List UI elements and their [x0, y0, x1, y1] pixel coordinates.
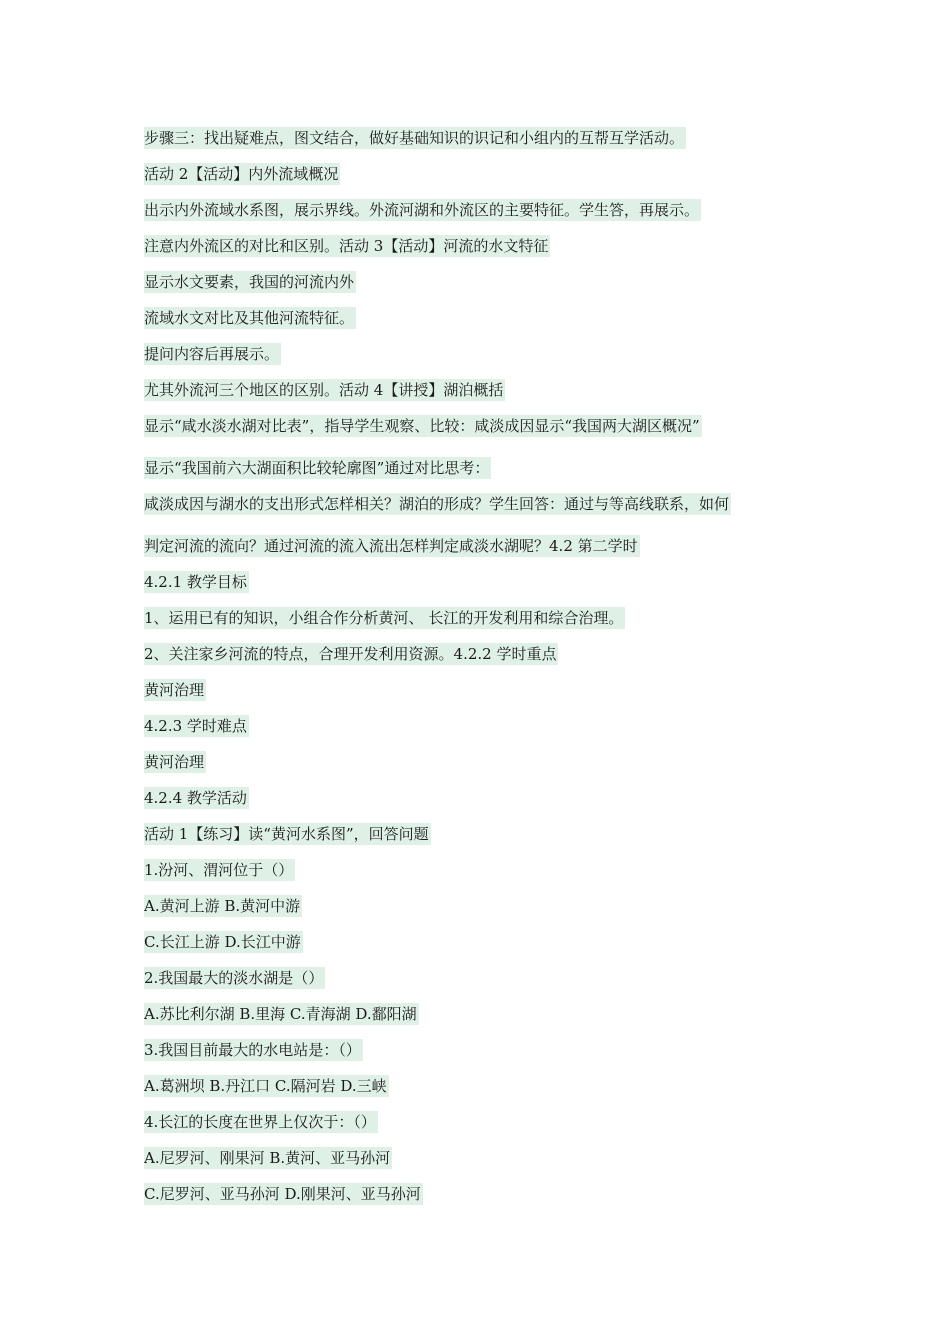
highlighted-text: 4.长江的长度在世界上仅次于：（） — [144, 1113, 376, 1131]
highlighted-text: 尤其外流河三个地区的区别。活动 4【讲授】湖泊概括 — [144, 381, 504, 399]
highlighted-text: 注意内外流区的对比和区别。活动 3【活动】河流的水文特征 — [144, 237, 549, 255]
highlighted-text: 判定河流的流向？通过河流的流入流出怎样判定咸淡水湖呢？4.2 第二学时 — [144, 537, 638, 555]
text-line — [144, 966, 824, 1002]
highlighted-text: C.长江上游 D.长江中游 — [144, 933, 301, 951]
text-line — [144, 456, 824, 492]
text-line — [144, 162, 824, 198]
highlighted-text: 显示“咸水淡水湖对比表”，指导学生观察、比较：咸淡成因显示“我国两大湖区概况” — [144, 417, 700, 435]
text-line — [144, 414, 824, 456]
document-body — [144, 126, 824, 1218]
text-line — [144, 930, 824, 966]
highlighted-text: 提问内容后再展示。 — [144, 345, 280, 363]
text-line — [144, 198, 824, 234]
text-line — [144, 894, 824, 930]
highlighted-text: A.苏比利尔湖 B.里海 C.青海湖 D.鄱阳湖 — [144, 1005, 417, 1023]
text-line — [144, 1110, 824, 1146]
text-line — [144, 342, 824, 378]
text-line — [144, 234, 824, 270]
highlighted-text: 黄河治理 — [144, 681, 205, 699]
highlighted-text: 显示水文要素，我国的河流内外 — [144, 273, 355, 291]
highlighted-text: 显示“我国前六大湖面积比较轮廓图”通过对比思考： — [144, 459, 490, 477]
text-line — [144, 750, 824, 786]
text-line — [144, 1038, 824, 1074]
text-line — [144, 306, 824, 342]
highlighted-text: 4.2.3 学时难点 — [144, 717, 247, 735]
highlighted-text: A.尼罗河、刚果河 B.黄河、亚马孙河 — [144, 1149, 391, 1167]
highlighted-text: 活动 2【活动】内外流域概况 — [144, 165, 339, 183]
text-line — [144, 378, 824, 414]
highlighted-text: 咸淡成因与湖水的支出形式怎样相关？湖泊的形成？学生回答：通过与等高线联系，如何 — [144, 495, 730, 513]
highlighted-text: 2、关注家乡河流的特点，合理开发利用资源。4.2.2 学时重点 — [144, 645, 557, 663]
highlighted-text: A.黄河上游 B.黄河中游 — [144, 897, 301, 915]
text-line — [144, 270, 824, 306]
text-line — [144, 858, 824, 894]
highlighted-text: 4.2.1 教学目标 — [144, 573, 247, 591]
text-line — [144, 678, 824, 714]
highlighted-text: 活动 1【练习】读“黄河水系图”，回答问题 — [144, 825, 429, 843]
text-line — [144, 1182, 824, 1218]
highlighted-text: 流域水文对比及其他河流特征。 — [144, 309, 355, 327]
highlighted-text: 步骤三：找出疑难点，图文结合，做好基础知识的识记和小组内的互帮互学活动。 — [144, 129, 685, 147]
text-line — [144, 714, 824, 750]
text-line — [144, 1074, 824, 1110]
text-line — [144, 606, 824, 642]
text-line — [144, 534, 824, 570]
highlighted-text: 出示内外流域水系图，展示界线。外流河湖和外流区的主要特征。学生答，再展示。 — [144, 201, 700, 219]
highlighted-text: 4.2.4 教学活动 — [144, 789, 247, 807]
highlighted-text: 2.我国最大的淡水湖是（） — [144, 969, 324, 987]
text-line — [144, 126, 824, 162]
text-line — [144, 822, 824, 858]
text-line — [144, 570, 824, 606]
text-line — [144, 642, 824, 678]
highlighted-text: 1、运用已有的知识，小组合作分析黄河、 长江的开发利用和综合治理。 — [144, 609, 624, 627]
text-line — [144, 1146, 824, 1182]
highlighted-text: 1.汾河、渭河位于（） — [144, 861, 294, 879]
highlighted-text: 黄河治理 — [144, 753, 205, 771]
highlighted-text: C.尼罗河、亚马孙河 D.刚果河、亚马孙河 — [144, 1185, 421, 1203]
highlighted-text: 3.我国目前最大的水电站是：（） — [144, 1041, 361, 1059]
highlighted-text: A.葛洲坝 B.丹江口 C.隔河岩 D.三峡 — [144, 1077, 387, 1095]
text-line — [144, 492, 824, 534]
text-line — [144, 786, 824, 822]
text-line — [144, 1002, 824, 1038]
